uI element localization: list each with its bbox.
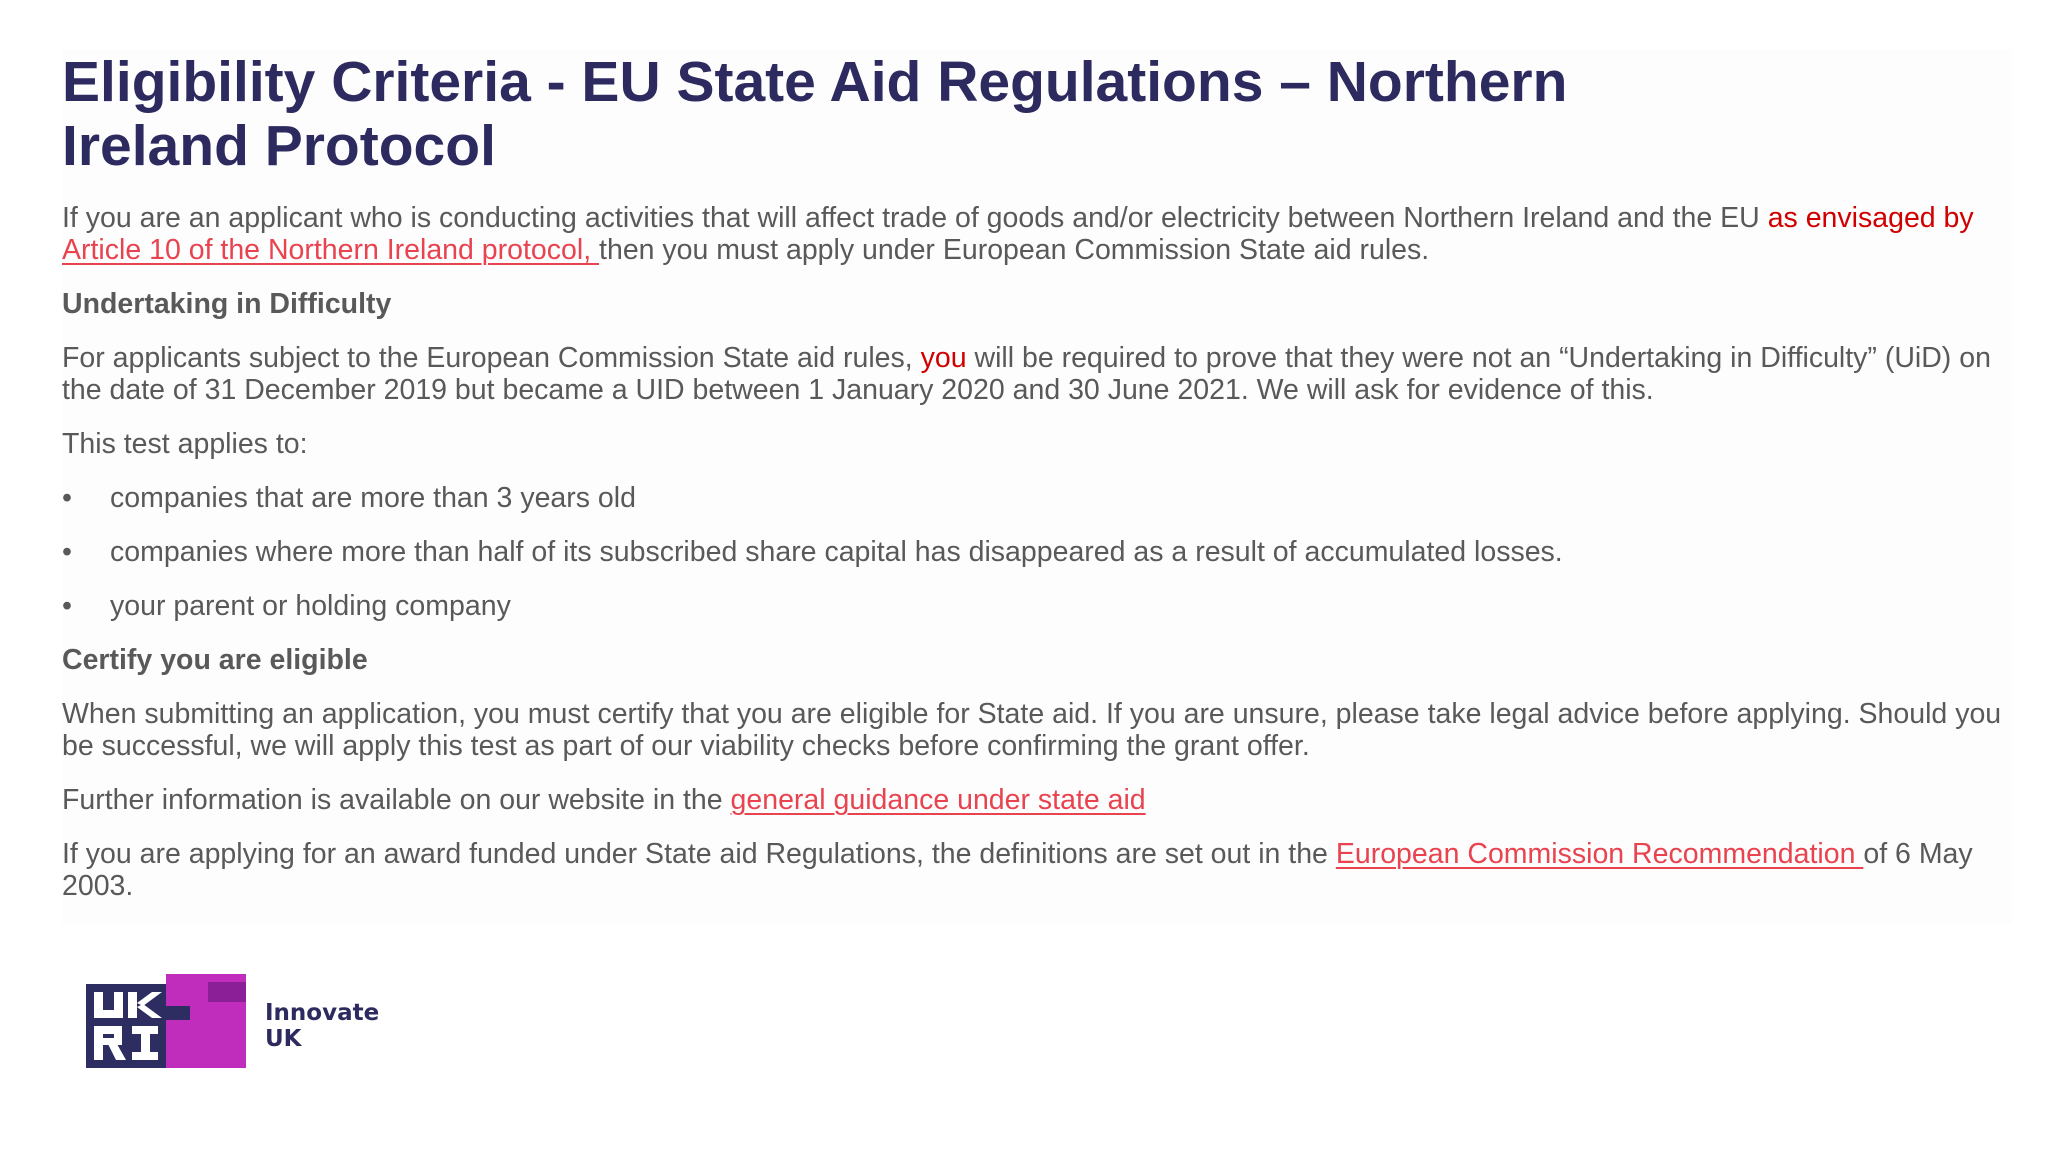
bullet-icon: •	[62, 590, 72, 622]
further-info-paragraph	[62, 784, 2012, 816]
intro-text: If you are an applicant who is conducting activities that will affect trade of goods and/or electricity between Northern Ireland and the EU	[62, 202, 1768, 234]
list-item	[62, 482, 2012, 514]
article-10-link[interactable]: Article 10 of the Northern Ireland protocol,	[62, 234, 600, 266]
intro-text-end: then you must apply under European Commission State aid rules.	[599, 234, 1430, 266]
award-text-end: of 6 May 2003.	[62, 838, 1973, 902]
ec-recommendation-link[interactable]: European Commission Recommendation	[1335, 838, 1864, 870]
further-info-text: Further information is available on our website in the	[62, 784, 731, 816]
bullet-icon: •	[62, 536, 72, 568]
certify-heading: Certify you are eligible	[62, 644, 368, 676]
intro-paragraph	[62, 202, 2012, 266]
certify-paragraph: When submitting an application, you must certify that you are eligible for State aid. If you are unsure, please take legal advice before applying. Should you be successful, we will apply this test as part of our viability checks before confirming the grant offer.	[62, 698, 2002, 762]
page-title: Eligibility Criteria - EU State Aid Regulations – Northern Ireland Protocol	[62, 50, 1568, 178]
award-text: If you are applying for an award funded under State aid Regulations, the definitions are set out in the	[62, 838, 1336, 870]
body-text	[62, 202, 2012, 902]
logo-name-line1: Innovate	[265, 1000, 380, 1026]
slide-content	[62, 50, 2012, 924]
intro-highlight: as envisaged by	[1767, 202, 1974, 234]
uid-text-end: will be required to prove that they were not an “Undertaking in Difficulty” (UiD) on the date of 31 December 2019 but became a UID between 1 January 2020 and 30 June 2021. We will ask for evidence of this.	[62, 342, 1991, 406]
state-aid-guidance-link[interactable]: general guidance under state aid	[730, 784, 1146, 816]
list-item-text: companies that are more than 3 years old	[110, 482, 636, 514]
list-item	[62, 590, 2012, 622]
logo-purple-block	[208, 982, 246, 1002]
uid-heading: Undertaking in Difficulty	[62, 288, 392, 320]
criteria-list	[62, 482, 2012, 622]
uid-paragraph	[62, 342, 2012, 406]
logo-purple-notch	[166, 1006, 190, 1020]
logo-wordmark	[265, 1000, 379, 1052]
list-item	[62, 536, 2012, 568]
award-paragraph	[62, 838, 2012, 902]
applies-text: This test applies to:	[62, 428, 308, 460]
bullet-icon: •	[62, 482, 72, 514]
uid-highlight: you	[920, 342, 967, 374]
list-item-text: companies where more than half of its subscribed share capital has disappeared as a result of accumulated losses.	[110, 536, 1563, 568]
logo-name-line2: UK	[265, 1026, 302, 1052]
list-item-text: your parent or holding company	[110, 590, 511, 622]
uid-text: For applicants subject to the European Commission State aid rules,	[62, 342, 921, 374]
